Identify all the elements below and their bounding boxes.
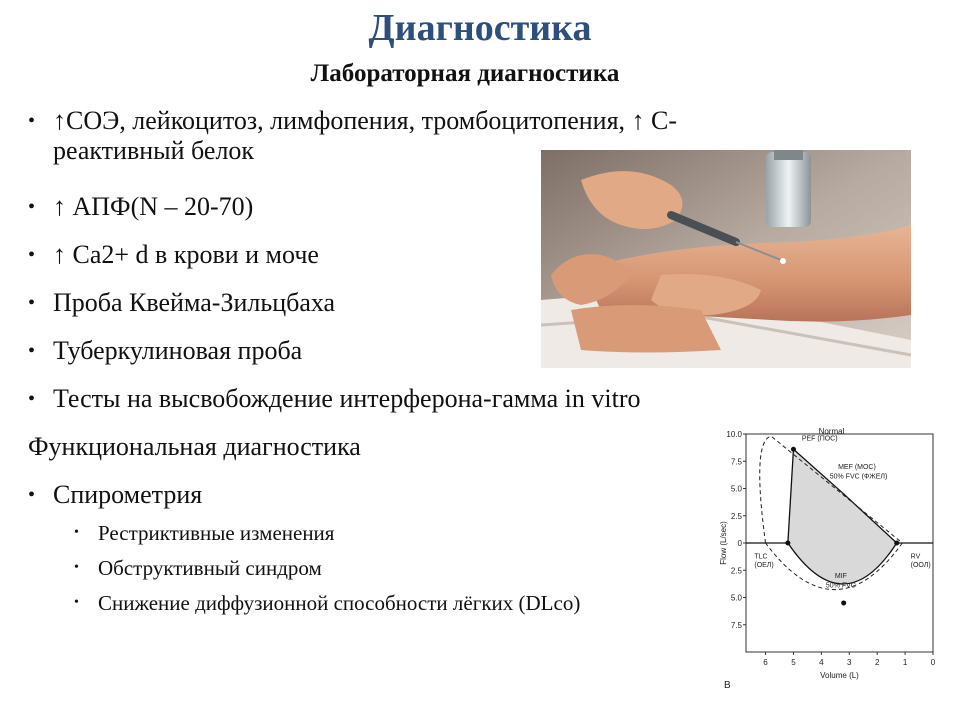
annotation-pef: PEF (ПОС) (801, 435, 838, 443)
annotation-mef: MEF (МОС) (838, 463, 876, 471)
bullet-text: Тесты на высвобождение интерферона-гамма in vitro (53, 384, 641, 413)
blood-draw-illustration (541, 150, 911, 368)
bullet-text: Туберкулиновая проба (53, 336, 303, 365)
x-tick-label: 2 (874, 658, 880, 667)
x-tick-label: 6 (763, 658, 768, 667)
x-tick-label: 1 (902, 658, 908, 667)
flow-volume-chart (716, 412, 936, 692)
y-axis-label: Flow (L/sec) (719, 521, 728, 565)
annotation-mef-fvc: 50% FVC (ФЖЕЛ) (829, 473, 888, 481)
bullet-item (28, 384, 813, 414)
bullet-dot: • (28, 340, 36, 362)
functional-diagnostics-heading: Функциональная диагностика (28, 432, 361, 461)
blood-draw-drawing (541, 150, 911, 368)
sub-bullet-dot: • (74, 525, 79, 540)
annotation-tlc: TLC (754, 553, 768, 561)
y-tick-label: 10.0 (726, 430, 742, 439)
bullet-dot: • (28, 484, 36, 506)
data-point (841, 600, 846, 605)
annotation-tlc-ru: (ОЕЛ) (754, 561, 774, 569)
lab-diagnostics-heading: Лабораторная диагностика (310, 60, 620, 87)
sub-bullet-text: Рестриктивные изменения (98, 521, 335, 545)
bullet-dot: • (28, 292, 36, 314)
bullet-dot: • (28, 110, 36, 132)
y-tick-label: 5.0 (730, 484, 742, 494)
data-point (894, 541, 899, 546)
bullet-text: ↑СОЭ, лейкоцитоз, лимфопения, тромбоцитопения, ↑ С- (53, 106, 678, 135)
y-tick-label: 7.5 (730, 620, 742, 630)
y-tick-label: 2.5 (730, 511, 742, 521)
sub-bullet-text: Снижение диффузионной способности лёгких (DLco) (98, 591, 581, 615)
sub-bullet-dot: • (74, 560, 79, 575)
bullet-dot: • (28, 388, 36, 410)
x-tick-label: 3 (847, 658, 852, 667)
panel-label: B (724, 680, 731, 691)
bullet-dot: • (28, 244, 36, 266)
y-tick-label: 7.5 (730, 457, 742, 467)
slide-title: Диагностика (368, 7, 592, 49)
bullet-text: Спирометрия (53, 480, 203, 509)
annotation-mif: MIF (834, 572, 847, 580)
annotation-rv-ru: (ООЛ) (910, 561, 931, 569)
y-tick-label: 2.5 (730, 566, 742, 576)
annotation-rv: RV (910, 553, 921, 561)
bullet-item-spirometry (28, 480, 813, 510)
bullet-text: Проба Квейма-Зильцбаха (53, 288, 336, 317)
sub-bullet-text: Обструктивный синдром (98, 556, 322, 580)
x-axis-label: Volume (L) (820, 671, 859, 680)
bullet-text: ↑ АПФ(N – 20-70) (53, 192, 254, 221)
data-point (791, 447, 796, 452)
annotation-mif-fvc: 50% FVC (825, 582, 856, 590)
x-tick-label: 0 (930, 658, 936, 667)
bullet-text-continued: реактивный белок (53, 136, 255, 165)
y-tick-label: 0 (737, 539, 742, 548)
x-tick-label: 4 (819, 658, 824, 667)
flow-volume-plot (716, 412, 936, 692)
annotation-normal: Normal (818, 427, 845, 436)
sub-bullet-dot: • (74, 595, 79, 610)
y-tick-label: 5.0 (730, 593, 742, 603)
bullet-text: ↑ Ca2+ d в крови и моче (53, 240, 319, 269)
x-tick-label: 5 (791, 658, 796, 667)
bullet-dot: • (28, 196, 36, 218)
data-point (785, 541, 790, 546)
